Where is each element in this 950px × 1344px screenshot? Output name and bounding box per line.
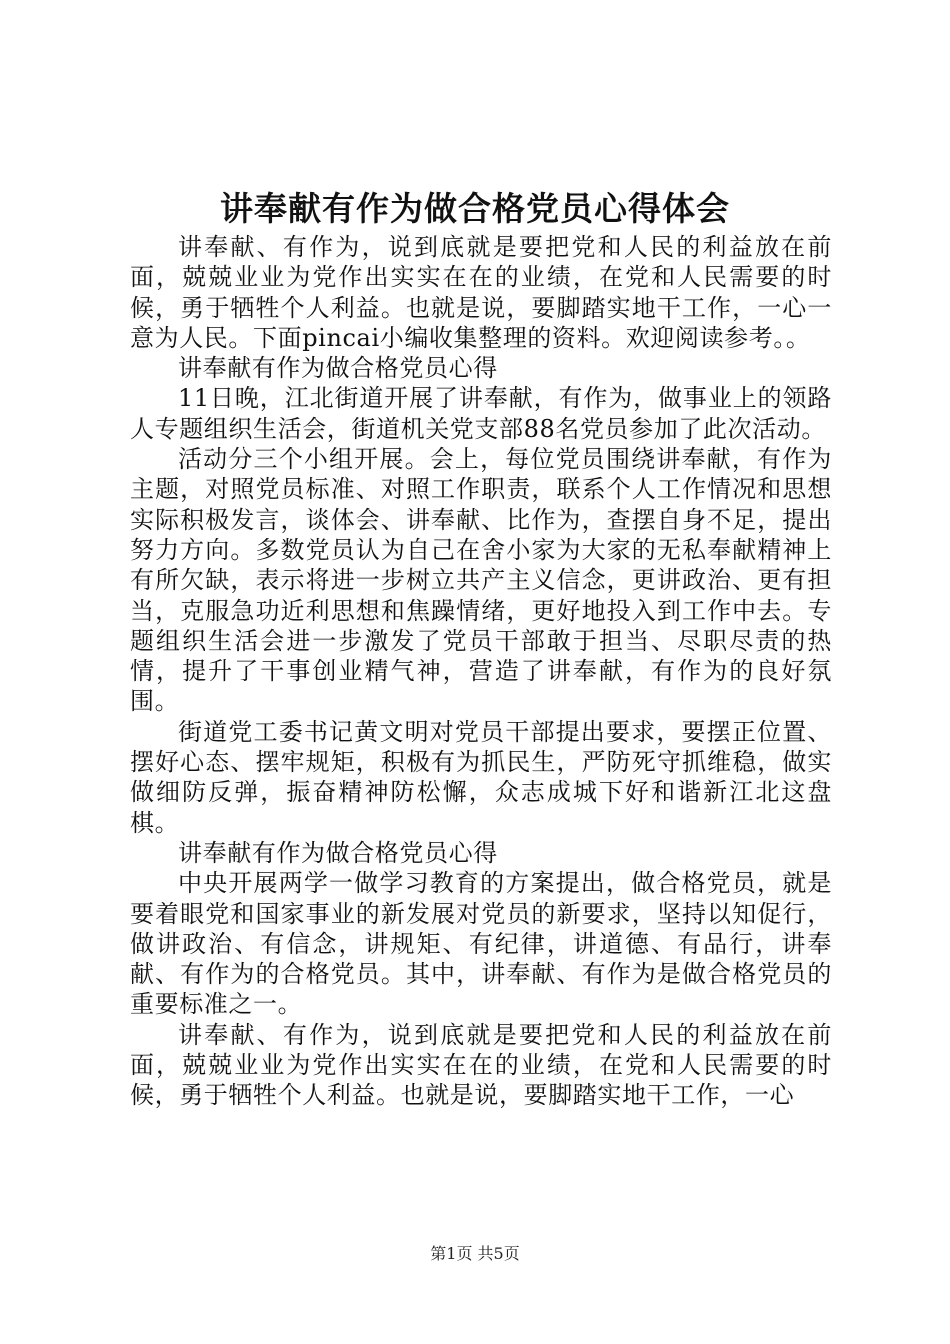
document-title: 讲奉献有作为做合格党员心得体会 <box>220 189 730 228</box>
body-paragraph: 讲奉献、有作为，说到底就是要把党和人民的利益放在前面，兢兢业业为党作出实实在在的业绩，在党和人民需要的时候，勇于牺牲个人利益。也就是说，要脚踏实地干工作，一心一意为人民。下面pincai小编收集整理的资料。欢迎阅读参考。。 <box>130 233 832 352</box>
body-paragraph: 街道党工委书记黄文明对党员干部提出要求，要摆正位置、摆好心态、摆牢规矩，积极有为抓民生，严防死守抓维稳，做实做细防反弹，振奋精神防松懈，众志成城下好和谐新江北这盘棋。 <box>130 717 832 837</box>
body-paragraph: 活动分三个小组开展。会上，每位党员围绕讲奉献，有作为主题，对照党员标准、对照工作职责，联系个人工作情况和思想实际积极发言，谈体会、讲奉献、比作为，查摆自身不足，提出努力方向。多数党员认为自己在舍小家为大家的无私奉献精神上有所欠缺，表示将进一步树立共产主义信念，更讲政治、更有担当，克服急功近利思想和焦躁情绪，更好地投入到工作中去。专题组织生活会进一步激发了党员干部敢于担当、尽职尽责的热情，提升了干事创业精气神，营造了讲奉献，有作为的良好氛围。 <box>130 445 832 716</box>
section-heading: 讲奉献有作为做合格党员心得 <box>178 838 498 867</box>
body-paragraph: 中央开展两学一做学习教育的方案提出，做合格党员，就是要着眼党和国家事业的新发展对党员的新要求，坚持以知促行，做讲政治、有信念，讲规矩、有纪律，讲道德、有品行，讲奉献、有作为的合格党员。其中，讲奉献、有作为是做合格党员的重要标准之一。 <box>130 869 832 1019</box>
document-body <box>130 232 832 1111</box>
body-paragraph: 11日晚，江北街道开展了讲奉献，有作为，做事业上的领路人专题组织生活会，街道机关党支部88名党员参加了此次活动。 <box>130 384 832 443</box>
section-heading: 讲奉献有作为做合格党员心得 <box>178 354 498 383</box>
page-number: 第1页 共5页 <box>430 1244 520 1263</box>
body-paragraph: 讲奉献、有作为，说到底就是要把党和人民的利益放在前面，兢兢业业为党作出实实在在的业绩，在党和人民需要的时候，勇于牺牲个人利益。也就是说，要脚踏实地干工作，一心 <box>130 1020 832 1110</box>
